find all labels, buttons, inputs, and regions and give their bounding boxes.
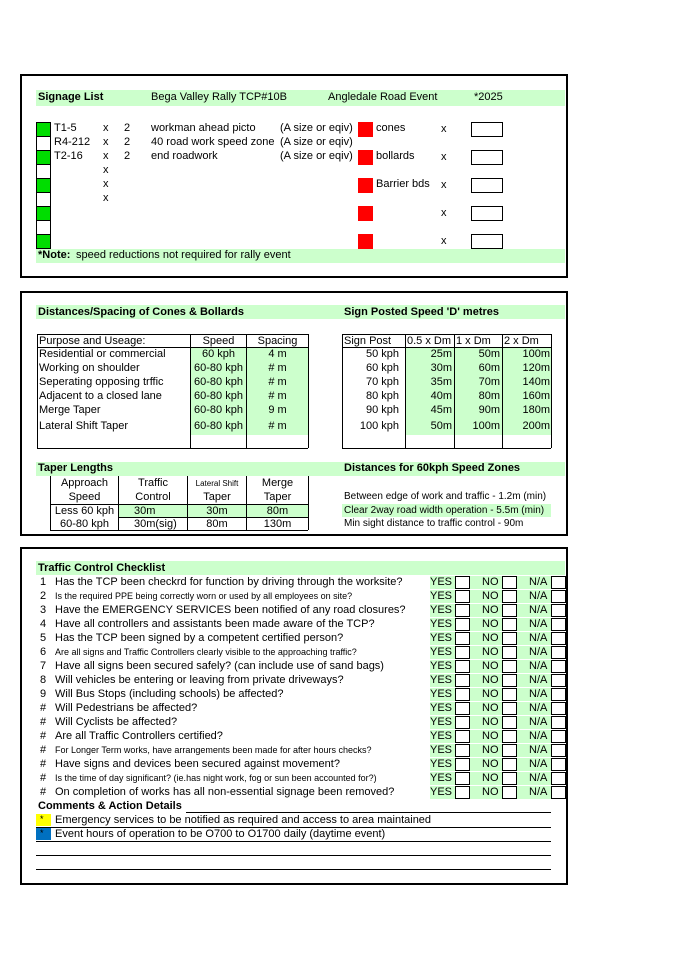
na-checkbox[interactable] — [551, 576, 566, 589]
sign-code: T2-16 — [54, 150, 83, 162]
distances-speed: 60-80 kph — [194, 376, 243, 388]
checklist-item-number: 2 — [40, 590, 47, 602]
sign-checkbox[interactable] — [36, 192, 51, 207]
note-text: speed reductions not required for rally event — [76, 249, 291, 261]
device-x: x — [441, 235, 447, 247]
sign-post-two: 140m — [522, 376, 550, 388]
zone-line: Between edge of work and traffic - 1.2m (min) — [344, 491, 547, 502]
yes-label: YES — [430, 674, 453, 686]
no-checkbox[interactable] — [502, 618, 517, 631]
checklist-question: Has the TCP been signed by a competent certified person? — [55, 632, 344, 644]
taper-col-header: Merge — [261, 477, 294, 489]
distances-spacing: 9 m — [268, 404, 287, 416]
sign-post-half: 50m — [430, 420, 452, 432]
no-checkbox[interactable] — [502, 632, 517, 645]
zones-title: Distances for 60kph Speed Zones — [344, 462, 521, 474]
distances-title: Distances/Spacing of Cones & Bollards — [38, 306, 244, 318]
no-label: NO — [482, 604, 499, 616]
no-label: NO — [482, 716, 499, 728]
checklist-question: Will Bus Stops (including schools) be affected? — [55, 688, 284, 700]
sign-post-one: 70m — [478, 376, 500, 388]
distances-spacing: # m — [268, 420, 287, 432]
na-label: N/A — [529, 744, 548, 756]
device-qty-box[interactable] — [471, 234, 503, 249]
yes-checkbox[interactable] — [455, 604, 470, 617]
device-label: cones — [376, 122, 406, 134]
yes-checkbox[interactable] — [455, 618, 470, 631]
distances-purpose: Residential or commercial — [39, 348, 166, 360]
distances-speed: 60-80 kph — [194, 420, 243, 432]
sign-posted-col-header: 2 x Dm — [504, 335, 539, 347]
taper-speed: 60-80 kph — [60, 518, 109, 530]
taper-speed: Less 60 kph — [54, 505, 115, 517]
yes-label: YES — [430, 786, 453, 798]
checklist-question: Have all controllers and assistants been made aware of the TCP? — [55, 618, 375, 630]
no-checkbox[interactable] — [502, 772, 517, 785]
distances-spacing: 4 m — [268, 348, 287, 360]
yes-label: YES — [430, 604, 453, 616]
comment-line — [36, 841, 551, 842]
distances-spacing: # m — [268, 390, 287, 402]
sign-post-two: 120m — [522, 362, 550, 374]
device-marker — [358, 206, 373, 221]
no-label: NO — [482, 632, 499, 644]
sign-post-one: 100m — [472, 420, 500, 432]
signage-road: Angledale Road Event — [328, 91, 438, 103]
no-checkbox[interactable] — [502, 576, 517, 589]
no-label: NO — [482, 786, 499, 798]
checklist-item-number: 4 — [40, 618, 47, 630]
comment-line — [186, 812, 551, 813]
checklist-item-number: # — [40, 758, 47, 770]
note-label: *Note: — [38, 249, 71, 261]
no-checkbox[interactable] — [502, 604, 517, 617]
sign-post-half: 45m — [430, 404, 452, 416]
na-label: N/A — [529, 716, 548, 728]
yes-label: YES — [430, 660, 453, 672]
no-checkbox[interactable] — [502, 660, 517, 673]
no-checkbox[interactable] — [502, 702, 517, 715]
no-label: NO — [482, 758, 499, 770]
yes-checkbox[interactable] — [455, 702, 470, 715]
sign-desc: workman ahead picto — [151, 122, 256, 134]
no-label: NO — [482, 744, 499, 756]
taper-merge: 130m — [263, 518, 292, 530]
sign-checkbox[interactable] — [36, 178, 51, 193]
sign-post-two: 200m — [522, 420, 550, 432]
na-label: N/A — [529, 660, 548, 672]
sign-x: x — [103, 178, 109, 190]
sign-checkbox[interactable] — [36, 164, 51, 179]
yes-checkbox[interactable] — [455, 786, 470, 799]
sign-qty: 2 — [124, 122, 131, 134]
yes-checkbox[interactable] — [455, 772, 470, 785]
sign-checkbox[interactable] — [36, 150, 51, 165]
checklist-item-number: 5 — [40, 632, 47, 644]
yes-checkbox[interactable] — [455, 646, 470, 659]
taper-lateral: 30m — [206, 505, 228, 517]
sign-checkbox[interactable] — [36, 234, 51, 249]
sign-qty: 2 — [124, 136, 131, 148]
no-label: NO — [482, 674, 499, 686]
no-checkbox[interactable] — [502, 758, 517, 771]
no-label: NO — [482, 660, 499, 672]
sign-desc: 40 road work speed zone — [151, 136, 275, 148]
sign-posted-col-header: 1 x Dm — [456, 335, 491, 347]
na-checkbox[interactable] — [551, 660, 566, 673]
distances-spacing: # m — [268, 362, 287, 374]
comment-line — [36, 869, 551, 870]
checklist-item-number: 1 — [40, 576, 47, 588]
signage-year: *2025 — [474, 91, 503, 103]
yes-checkbox[interactable] — [455, 744, 470, 757]
na-label: N/A — [529, 590, 548, 602]
signage-event: Bega Valley Rally TCP#10B — [151, 91, 287, 103]
yes-label: YES — [430, 688, 453, 700]
distances-speed: 60-80 kph — [194, 404, 243, 416]
comment-marker-text: * — [40, 828, 44, 838]
comments-title: Comments & Action Details — [38, 800, 182, 812]
na-checkbox[interactable] — [551, 758, 566, 771]
na-label: N/A — [529, 618, 548, 630]
sign-post-speed: 90 kph — [365, 404, 399, 416]
sign-post-one: 90m — [478, 404, 500, 416]
taper-title: Taper Lengths — [38, 462, 113, 474]
taper-col-header: Approach — [60, 477, 109, 489]
sign-code: R4-212 — [54, 136, 91, 148]
sign-checkbox[interactable] — [36, 122, 51, 137]
na-label: N/A — [529, 786, 548, 798]
distances-spacing: # m — [268, 376, 287, 388]
yes-label: YES — [430, 758, 453, 770]
taper-merge: 80m — [266, 505, 289, 517]
yes-label: YES — [430, 618, 453, 630]
sign-post-one: 60m — [478, 362, 500, 374]
checklist-item-number: # — [40, 744, 47, 756]
na-checkbox[interactable] — [551, 702, 566, 715]
na-label: N/A — [529, 674, 548, 686]
signage-title: Signage List — [38, 91, 104, 103]
taper-traffic: 30m(sig) — [134, 518, 177, 530]
checklist-item-number: # — [40, 730, 47, 742]
sign-post-two: 180m — [522, 404, 550, 416]
no-checkbox[interactable] — [502, 590, 517, 603]
yes-label: YES — [430, 730, 453, 742]
checklist-question: Has the TCP been checkrd for function by driving through the worksite? — [55, 576, 403, 588]
no-label: NO — [482, 618, 499, 630]
na-checkbox[interactable] — [551, 772, 566, 785]
comment-text: Event hours of operation to be O700 to O1700 daily (daytime event) — [55, 828, 386, 840]
zone-line: Clear 2way road width operation - 5.5m (min) — [344, 505, 545, 516]
yes-label: YES — [430, 744, 453, 756]
distances-purpose: Merge Taper — [39, 404, 101, 416]
na-checkbox[interactable] — [551, 646, 566, 659]
sign-post-speed: 50 kph — [365, 348, 399, 360]
na-checkbox[interactable] — [551, 618, 566, 631]
na-checkbox[interactable] — [551, 786, 566, 799]
taper-traffic: 30m — [134, 505, 156, 517]
sign-desc: end roadwork — [151, 150, 218, 162]
sign-x: x — [103, 192, 109, 204]
distances-speed: 60-80 kph — [194, 362, 243, 374]
sign-post-one: 80m — [478, 390, 500, 402]
no-checkbox[interactable] — [502, 688, 517, 701]
checklist-item-number: # — [40, 786, 47, 798]
device-qty-box[interactable] — [471, 206, 503, 221]
yes-label: YES — [430, 590, 453, 602]
sign-post-speed: 60 kph — [365, 362, 399, 374]
sign-post-one: 50m — [478, 348, 500, 360]
yes-checkbox[interactable] — [455, 716, 470, 729]
sign-post-half: 40m — [430, 390, 452, 402]
yes-checkbox[interactable] — [455, 590, 470, 603]
sign-x: x — [103, 122, 109, 134]
sign-post-two: 100m — [522, 348, 550, 360]
checklist-item-number: # — [40, 702, 47, 714]
sign-post-half: 35m — [430, 376, 452, 388]
device-label: bollards — [376, 150, 415, 162]
yes-checkbox[interactable] — [455, 632, 470, 645]
sign-code: T1-5 — [54, 122, 77, 134]
sign-checkbox[interactable] — [36, 206, 51, 221]
yes-checkbox[interactable] — [455, 674, 470, 687]
checklist-question: Will vehicles be entering or leaving from private driveways? — [55, 674, 344, 686]
na-label: N/A — [529, 646, 548, 658]
checklist-item-number: 3 — [40, 604, 47, 616]
no-checkbox[interactable] — [502, 786, 517, 799]
na-label: N/A — [529, 758, 548, 770]
sign-qty: 2 — [124, 150, 131, 162]
distances-purpose: Working on shoulder — [39, 362, 140, 374]
no-checkbox[interactable] — [502, 730, 517, 743]
checklist-question: Are all signs and Traffic Controllers clearly visible to the approaching traffic? — [55, 647, 357, 657]
taper-col-header: Taper — [203, 491, 231, 503]
checklist-question: Have the EMERGENCY SERVICES been notified of any road closures? — [55, 604, 406, 616]
taper-col-header: Lateral Shift — [195, 479, 239, 488]
comment-line — [36, 855, 551, 856]
no-label: NO — [482, 772, 499, 784]
na-label: N/A — [529, 604, 548, 616]
na-checkbox[interactable] — [551, 590, 566, 603]
device-x: x — [441, 123, 447, 135]
device-x: x — [441, 179, 447, 191]
device-label: Barrier bds — [376, 178, 430, 190]
na-label: N/A — [529, 702, 548, 714]
sign-post-speed: 80 kph — [365, 390, 399, 402]
distances-col-header: Purpose and Useage: — [39, 335, 146, 347]
yes-checkbox[interactable] — [455, 660, 470, 673]
checklist-question: Have all signs been secured safely? (can include use of sand bags) — [55, 660, 384, 672]
device-qty-box[interactable] — [471, 178, 503, 193]
yes-checkbox[interactable] — [455, 730, 470, 743]
device-x: x — [441, 151, 447, 163]
no-label: NO — [482, 646, 499, 658]
checklist-question: On completion of works has all non-essential signage been removed? — [55, 786, 395, 798]
yes-label: YES — [430, 632, 453, 644]
sign-posted-title: Sign Posted Speed 'D' metres — [344, 306, 499, 318]
checklist-question: Is the required PPE being correctly worn or used by all employees on site? — [55, 591, 353, 601]
no-label: NO — [482, 688, 499, 700]
checklist-item-number: 7 — [40, 660, 47, 672]
na-label: N/A — [529, 772, 548, 784]
distances-col-header: Speed — [202, 335, 235, 347]
na-checkbox[interactable] — [551, 688, 566, 701]
taper-col-header: Traffic — [138, 477, 168, 489]
na-checkbox[interactable] — [551, 744, 566, 757]
checklist-item-number: 8 — [40, 674, 47, 686]
sign-post-half: 30m — [430, 362, 452, 374]
sign-size: (A size or eqiv) — [280, 136, 353, 148]
no-label: NO — [482, 702, 499, 714]
device-qty-box[interactable] — [471, 150, 503, 165]
sign-post-two: 160m — [522, 390, 550, 402]
sign-posted-col-header: 0.5 x Dm — [407, 335, 452, 347]
taper-col-header: Speed — [68, 491, 101, 503]
yes-checkbox[interactable] — [455, 576, 470, 589]
device-marker — [358, 122, 373, 137]
yes-label: YES — [430, 702, 453, 714]
zone-line: Min sight distance to traffic control - 90m — [344, 518, 524, 529]
na-checkbox[interactable] — [551, 604, 566, 617]
yes-label: YES — [430, 646, 453, 658]
checklist-item-number: 6 — [40, 646, 47, 658]
sign-checkbox[interactable] — [36, 220, 51, 235]
yes-label: YES — [430, 576, 453, 588]
checklist-question: Will Cyclists be affected? — [55, 716, 178, 728]
na-label: N/A — [529, 688, 548, 700]
no-checkbox[interactable] — [502, 716, 517, 729]
distances-col-header: Spacing — [257, 335, 298, 347]
no-label: NO — [482, 590, 499, 602]
checklist-question: Are all Traffic Controllers certified? — [55, 730, 223, 742]
distances-purpose: Lateral Shift Taper — [39, 420, 129, 432]
checklist-item-number: 9 — [40, 688, 47, 700]
comment-marker-text: * — [40, 814, 44, 824]
sign-x: x — [103, 136, 109, 148]
sign-post-half: 25m — [430, 348, 452, 360]
sign-post-speed: 70 kph — [365, 376, 399, 388]
device-marker — [358, 150, 373, 165]
distances-speed: 60 kph — [201, 348, 236, 360]
checklist-question: Will Pedestrians be affected? — [55, 702, 198, 714]
na-label: N/A — [529, 576, 548, 588]
no-checkbox[interactable] — [502, 646, 517, 659]
yes-label: YES — [430, 772, 453, 784]
na-checkbox[interactable] — [551, 730, 566, 743]
checklist-item-number: # — [40, 772, 47, 784]
device-marker — [358, 178, 373, 193]
no-checkbox[interactable] — [502, 674, 517, 687]
yes-checkbox[interactable] — [455, 688, 470, 701]
na-checkbox[interactable] — [551, 632, 566, 645]
na-checkbox[interactable] — [551, 674, 566, 687]
distances-purpose: Seperating opposing trffic — [39, 376, 164, 388]
checklist-question: Is the time of day significant? (ie.has night work, fog or sun been accounted for?) — [55, 773, 377, 783]
checklist-question: Have signs and devices been secured against movement? — [55, 758, 340, 770]
sign-x: x — [103, 164, 109, 176]
device-qty-box[interactable] — [471, 122, 503, 137]
na-checkbox[interactable] — [551, 716, 566, 729]
checklist-question: For Longer Term works, have arrangements been made for after hours checks? — [55, 745, 372, 755]
taper-col-header: Control — [135, 491, 171, 503]
sign-posted-col-header: Sign Post — [344, 335, 392, 347]
sign-size: (A size or eqiv) — [280, 122, 353, 134]
na-label: N/A — [529, 632, 548, 644]
sign-x: x — [103, 150, 109, 162]
device-marker — [358, 234, 373, 249]
sign-post-speed: 100 kph — [359, 420, 399, 432]
distances-speed: 60-80 kph — [194, 390, 243, 402]
na-label: N/A — [529, 730, 548, 742]
taper-col-header: Taper — [263, 491, 292, 503]
no-label: NO — [482, 576, 499, 588]
yes-checkbox[interactable] — [455, 758, 470, 771]
checklist-title: Traffic Control Checklist — [38, 562, 166, 574]
comment-text: Emergency services to be notified as required and access to area maintained — [55, 814, 432, 826]
checklist-item-number: # — [40, 716, 47, 728]
device-x: x — [441, 207, 447, 219]
no-checkbox[interactable] — [502, 744, 517, 757]
sign-size: (A size or eqiv) — [280, 150, 353, 162]
taper-lateral: 80m — [206, 518, 228, 530]
yes-label: YES — [430, 716, 453, 728]
no-label: NO — [482, 730, 499, 742]
distances-purpose: Adjacent to a closed lane — [39, 390, 162, 402]
sign-checkbox[interactable] — [36, 136, 51, 151]
